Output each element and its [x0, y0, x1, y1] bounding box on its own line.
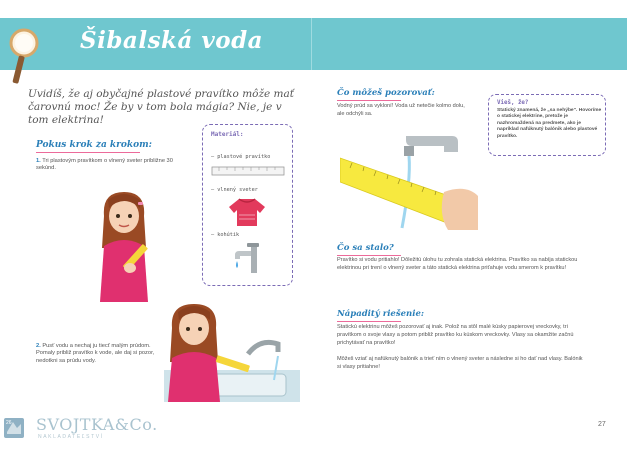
ruler-icon [211, 165, 285, 177]
materials-title: Materiál: [211, 131, 244, 138]
material-item-ruler: – plastové pravítko [211, 154, 271, 160]
material-item-sweater: – vlnený sveter [211, 187, 258, 193]
magnifier-icon [6, 26, 42, 86]
step-2-text: Pusť vodu a nechaj ju tiecť malým prúdom. Pomaly približ pravítko k vode, ale daj si pozor, nedotkni sa prúdu vody. [36, 343, 155, 364]
girl-at-sink-illustration [164, 298, 304, 402]
what-happened-text: Pravítko si vodu pritiahlo! Dôležitú úlohu tu zohrala statická elektrina. Pravítko sa nabíja statickou elektrinou pri trení o vlnený sveter a táto statická elektrina priťahuje vodu smerom k pravítku! [337, 257, 578, 271]
intro-text: Uvidíš, že aj obyčajné plastové pravítko môže mať čarovnú moc! Že by v tom bola mágia? Nie, je v tom elektrina! [28, 88, 294, 126]
publisher-subtitle: NAKLADATEĽSTVÍ [38, 434, 104, 440]
idea-text-1: Statickú elektrinu môžeš pozorovať aj inak. Polož na stôl malé kúsky papierovej vreckovky, tri pravítkom o svoje vlasy a potom približ pravítko ku kúskom vreckovky. Vlasy sa okamžite začnú prichytávať na pravítko! [337, 324, 574, 346]
page-number: 27 [598, 421, 606, 428]
step-2 [36, 343, 166, 365]
faucet-icon [233, 243, 263, 275]
publisher-name: SVOJTKA&Co. [36, 415, 158, 434]
observe-text: Vodný prúd sa vykloní! Voda už netečie kolmo dolu, ale odchýli sa. [337, 103, 465, 117]
step-1 [36, 158, 182, 173]
observe-heading: Čo môžeš pozorovať: [337, 88, 435, 101]
did-you-know-title: Vieš, že? [497, 100, 529, 106]
idea-text-2: Môžeš vziať aj nafúknutý balónik a trieť ním o vlnený sveter a následne si ho dať nad vlasy. Balónik si vlasy pritiahne! [337, 356, 583, 370]
did-you-know-text: Statický znamená, že „sa nehýbe". Hovoríme o statickej elektrine, pretože je nazhromaždená na predmete, ako je napríklad nafúknutý balónik alebo plastové pravítko. [497, 108, 602, 139]
page-title: Šibalská voda [80, 27, 264, 54]
step-1-number: 1. [36, 158, 41, 164]
step-2-number: 2. [36, 343, 41, 349]
steps-heading: Pokus krok za krokom: [36, 140, 152, 153]
material-item-faucet: – kohútik [211, 232, 240, 238]
step-1-text: Tri plastovým pravítkom o vlnený sveter približne 30 sekúnd. [36, 158, 173, 172]
idea-heading: Nápaditý riešenie: [337, 309, 424, 322]
girl-rubbing-ruler-illustration [90, 186, 158, 302]
what-happened-heading: Čo sa stalo? [337, 243, 401, 256]
left-page-number: 26 [6, 420, 12, 426]
ruler-water-photo [340, 130, 480, 230]
materials-box [202, 124, 293, 286]
sweater-icon [227, 197, 267, 227]
did-you-know-box [488, 94, 606, 156]
page-divider [311, 18, 312, 70]
